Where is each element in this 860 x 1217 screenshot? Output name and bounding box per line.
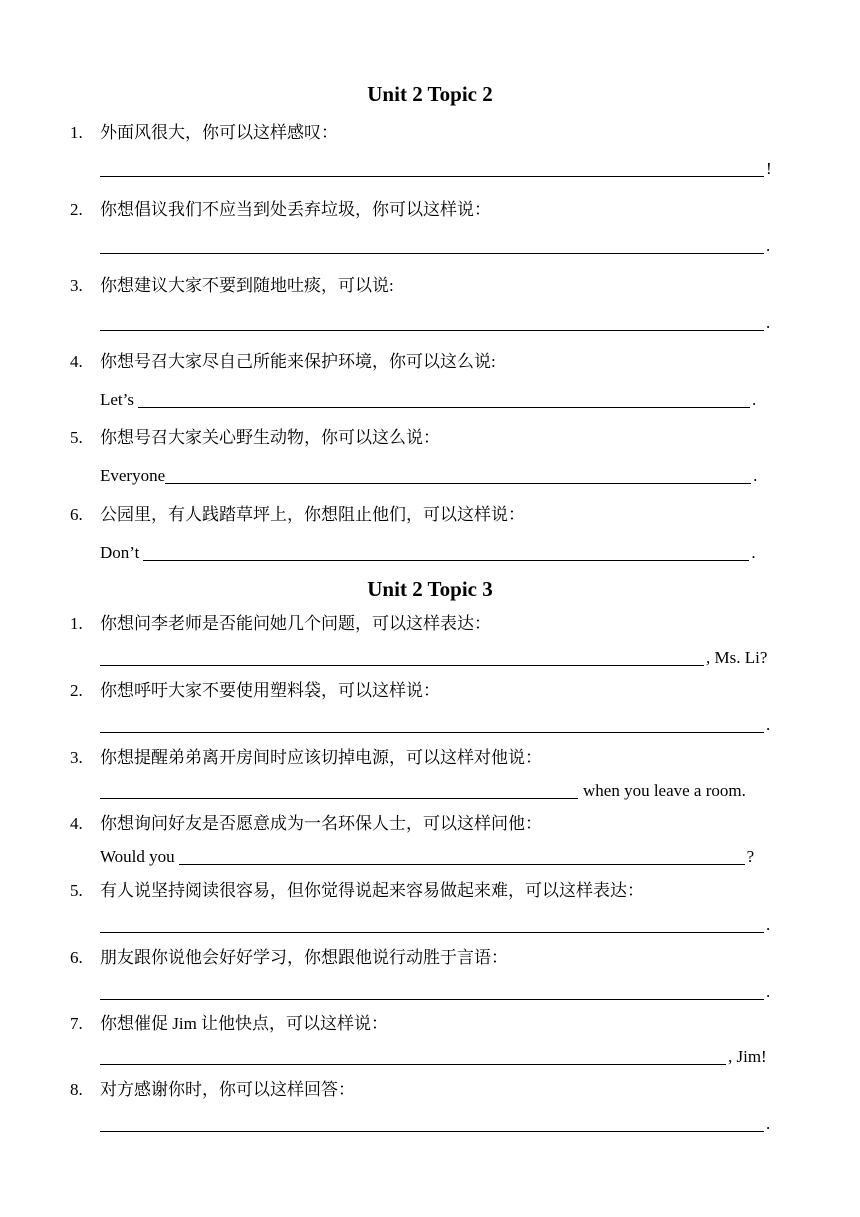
question-prompt	[70, 946, 508, 970]
answer-suffix: .	[766, 715, 771, 734]
answer-line	[100, 980, 770, 1004]
question-number: 7.	[70, 1014, 83, 1033]
question-number: 1.	[70, 123, 83, 142]
question-prompt	[70, 1078, 355, 1102]
answer-suffix: .	[766, 915, 771, 934]
question-prompt	[70, 679, 440, 703]
answer-suffix: .	[752, 390, 757, 409]
question-prompt	[70, 503, 525, 527]
question-prompt	[70, 426, 440, 450]
answer-suffix: , Jim!	[728, 1047, 767, 1066]
question-number: 3.	[70, 748, 83, 767]
answer-line	[100, 845, 754, 869]
question-text: 公园里，有人践踏草坪上，你想阻止他们，可以这样说：	[100, 505, 525, 524]
question-prompt	[70, 274, 394, 298]
answer-blank[interactable]	[100, 915, 764, 933]
answer-suffix: .	[766, 236, 771, 255]
question-number: 1.	[70, 614, 83, 633]
answer-prefix: Let’s	[100, 390, 134, 409]
question-number: 4.	[70, 814, 83, 833]
answer-suffix: .	[751, 543, 756, 562]
question-prompt	[70, 350, 496, 374]
question-text: 你想询问好友是否愿意成为一名环保人士，可以这样问他：	[100, 814, 542, 833]
answer-line	[100, 713, 770, 737]
answer-line	[100, 1045, 767, 1069]
question-number: 3.	[70, 276, 83, 295]
answer-line	[100, 541, 756, 565]
question-text: 你想催促 Jim 让他快点，可以这样说：	[100, 1014, 389, 1033]
answer-blank[interactable]	[100, 982, 764, 1000]
answer-suffix: ?	[746, 847, 755, 866]
question-text: 对方感谢你时，你可以这样回答：	[100, 1080, 355, 1099]
answer-suffix: when you leave a room.	[583, 781, 746, 800]
question-text: 你想呼吁大家不要使用塑料袋，可以这样说：	[100, 681, 440, 700]
answer-line	[100, 1112, 770, 1136]
question-prompt	[70, 879, 644, 903]
section-title-topic-3: Unit 2 Topic 3	[367, 577, 493, 601]
question-text: 你想建议大家不要到随地吐痰，可以说:	[100, 276, 394, 295]
question-text: 外面风很大，你可以这样感叹：	[100, 123, 338, 142]
answer-blank[interactable]	[165, 466, 751, 484]
question-prompt	[70, 612, 491, 636]
question-number: 6.	[70, 505, 83, 524]
answer-blank[interactable]	[100, 715, 764, 733]
question-number: 5.	[70, 428, 83, 447]
answer-prefix: Everyone	[100, 466, 166, 485]
question-prompt	[70, 121, 338, 145]
answer-blank[interactable]	[100, 648, 704, 666]
question-number: 6.	[70, 948, 83, 967]
question-prompt	[70, 746, 542, 770]
question-text: 有人说坚持阅读很容易，但你觉得说起来容易做起来难，可以这样表达：	[100, 881, 644, 900]
question-number: 2.	[70, 681, 83, 700]
answer-line	[100, 388, 756, 412]
question-number: 5.	[70, 881, 83, 900]
question-prompt	[70, 812, 542, 836]
answer-blank[interactable]	[143, 543, 749, 561]
question-text: 朋友跟你说他会好好学习，你想跟他说行动胜于言语：	[100, 948, 508, 967]
answer-suffix: .	[766, 313, 771, 332]
section-title-topic-2: Unit 2 Topic 2	[367, 82, 493, 106]
question-text: 你想号召大家尽自己所能来保护环境，你可以这么说:	[100, 352, 496, 371]
question-text: 你想号召大家关心野生动物，你可以这么说：	[100, 428, 440, 447]
answer-blank[interactable]	[100, 1114, 764, 1132]
answer-blank[interactable]	[138, 390, 750, 408]
answer-suffix: , Ms. Li?	[706, 648, 768, 667]
question-text: 你想倡议我们不应当到处丢弃垃圾，你可以这样说：	[100, 200, 491, 219]
answer-line	[100, 234, 770, 258]
answer-blank[interactable]	[100, 313, 764, 331]
answer-prefix: Don’t	[100, 543, 140, 562]
answer-blank[interactable]	[100, 1047, 726, 1065]
answer-line	[100, 311, 770, 335]
question-text: 你想问李老师是否能问她几个问题，可以这样表达：	[100, 614, 491, 633]
answer-line	[100, 913, 770, 937]
question-prompt	[70, 198, 491, 222]
question-text: 你想提醒弟弟离开房间时应该切掉电源，可以这样对他说：	[100, 748, 542, 767]
answer-line	[100, 646, 767, 670]
answer-suffix: .	[766, 982, 771, 1001]
answer-line	[100, 157, 772, 181]
question-prompt	[70, 1012, 388, 1036]
answer-blank[interactable]	[179, 847, 745, 865]
question-number: 2.	[70, 200, 83, 219]
answer-line	[100, 464, 757, 488]
answer-suffix: .	[766, 1114, 771, 1133]
answer-prefix: Would you	[100, 847, 175, 866]
answer-line	[100, 779, 746, 803]
answer-suffix: .	[753, 466, 758, 485]
answer-blank[interactable]	[100, 236, 764, 254]
question-number: 8.	[70, 1080, 83, 1099]
answer-blank[interactable]	[100, 159, 764, 177]
question-number: 4.	[70, 352, 83, 371]
answer-suffix: !	[766, 159, 772, 178]
answer-blank[interactable]	[100, 781, 578, 799]
